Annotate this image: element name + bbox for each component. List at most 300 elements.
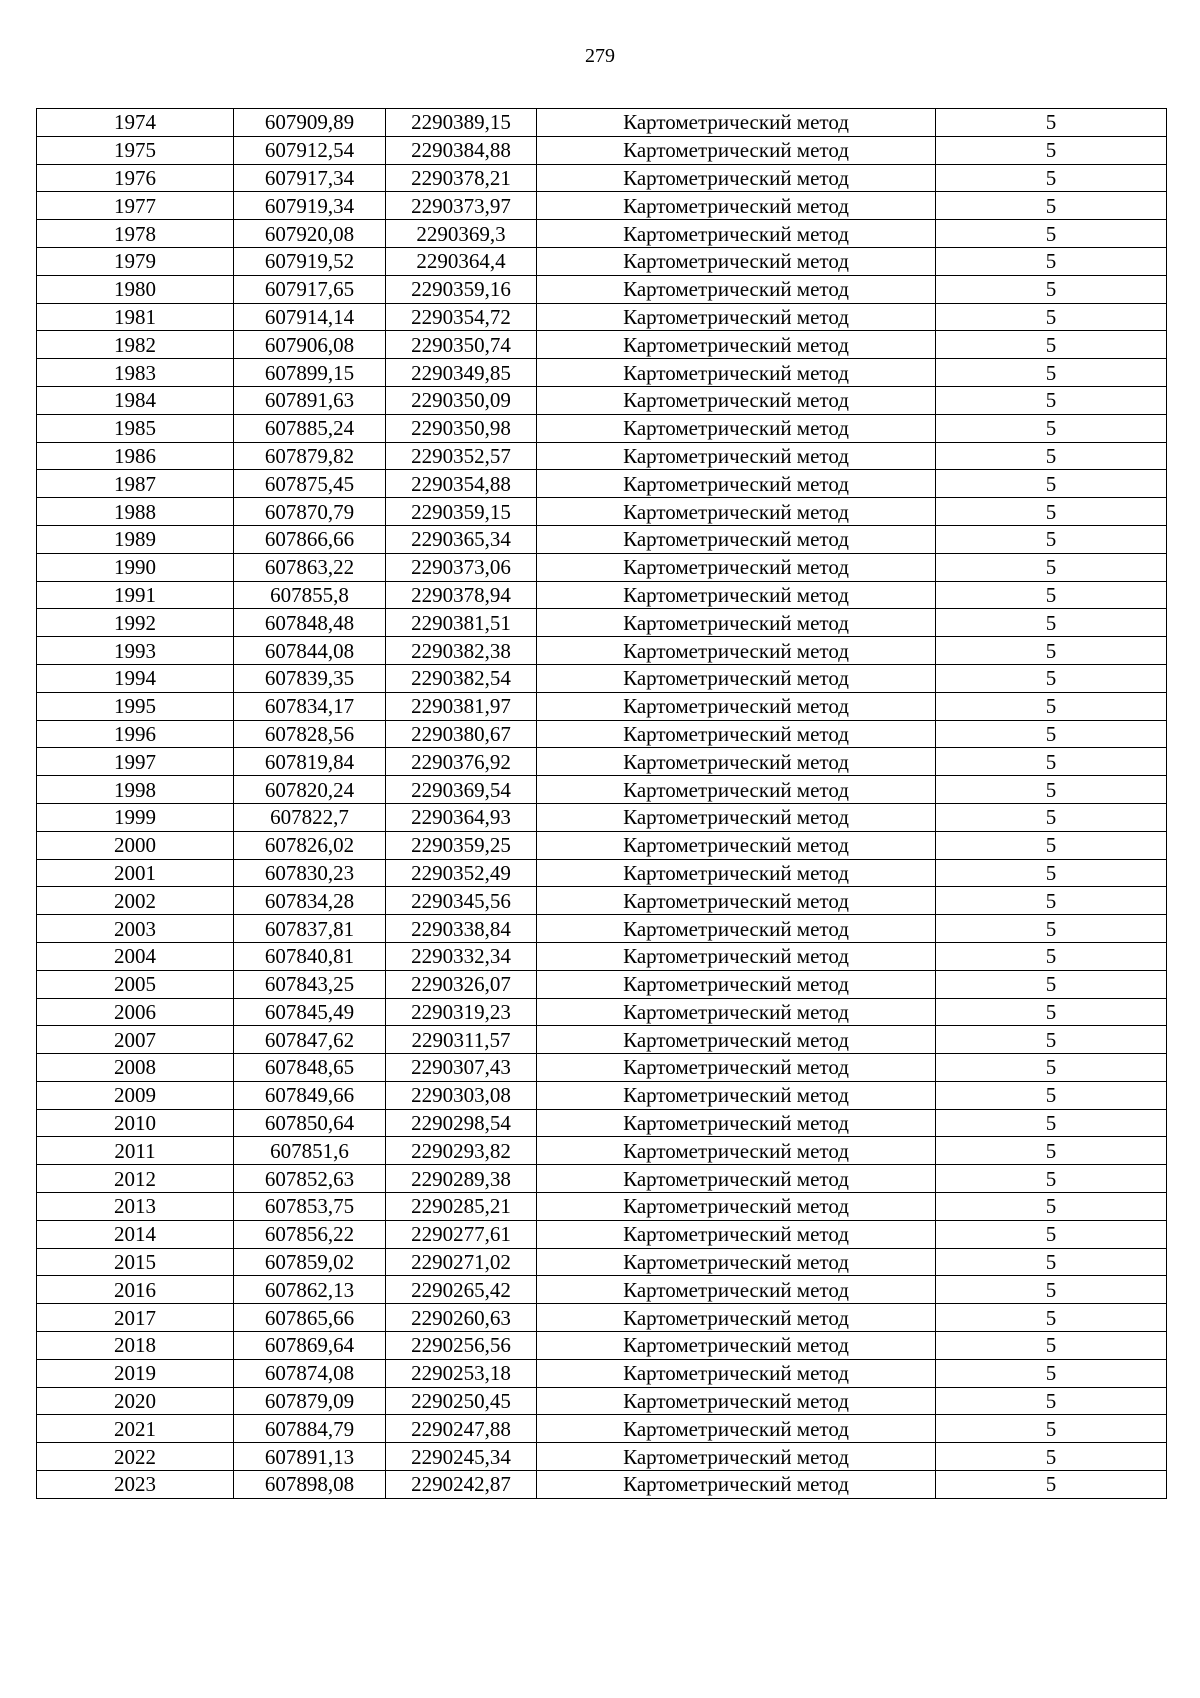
x-coordinate-cell: 607828,56 xyxy=(234,720,386,748)
method-cell: Картометрический метод xyxy=(537,803,936,831)
y-coordinate-cell: 2290369,3 xyxy=(386,220,537,248)
method-cell: Картометрический метод xyxy=(537,1165,936,1193)
x-coordinate-cell: 607914,14 xyxy=(234,303,386,331)
method-cell: Картометрический метод xyxy=(537,1026,936,1054)
x-coordinate-cell: 607885,24 xyxy=(234,414,386,442)
method-cell: Картометрический метод xyxy=(537,637,936,665)
table-row xyxy=(37,1276,1167,1304)
point-number-cell: 2009 xyxy=(37,1081,234,1109)
y-coordinate-cell: 2290381,97 xyxy=(386,692,537,720)
table-row xyxy=(37,1471,1167,1499)
table-row xyxy=(37,859,1167,887)
y-coordinate-cell: 2290277,61 xyxy=(386,1220,537,1248)
point-number-cell: 1996 xyxy=(37,720,234,748)
point-number-cell: 1983 xyxy=(37,359,234,387)
x-coordinate-cell: 607843,25 xyxy=(234,970,386,998)
x-coordinate-cell: 607840,81 xyxy=(234,942,386,970)
table-row xyxy=(37,359,1167,387)
point-number-cell: 2011 xyxy=(37,1137,234,1165)
x-coordinate-cell: 607909,89 xyxy=(234,109,386,137)
method-cell: Картометрический метод xyxy=(537,553,936,581)
table-row xyxy=(37,776,1167,804)
point-number-cell: 2015 xyxy=(37,1248,234,1276)
x-coordinate-cell: 607899,15 xyxy=(234,359,386,387)
table-row xyxy=(37,164,1167,192)
accuracy-cell: 5 xyxy=(936,1248,1167,1276)
point-number-cell: 1992 xyxy=(37,609,234,637)
coordinates-table-body xyxy=(37,109,1167,1499)
accuracy-cell: 5 xyxy=(936,220,1167,248)
point-number-cell: 2012 xyxy=(37,1165,234,1193)
point-number-cell: 1988 xyxy=(37,498,234,526)
point-number-cell: 2022 xyxy=(37,1443,234,1471)
table-row xyxy=(37,1304,1167,1332)
table-row xyxy=(37,692,1167,720)
point-number-cell: 1985 xyxy=(37,414,234,442)
point-number-cell: 2020 xyxy=(37,1387,234,1415)
point-number-cell: 2023 xyxy=(37,1471,234,1499)
accuracy-cell: 5 xyxy=(936,748,1167,776)
method-cell: Картометрический метод xyxy=(537,1332,936,1360)
y-coordinate-cell: 2290307,43 xyxy=(386,1054,537,1082)
x-coordinate-cell: 607866,66 xyxy=(234,525,386,553)
point-number-cell: 2008 xyxy=(37,1054,234,1082)
point-number-cell: 1990 xyxy=(37,553,234,581)
x-coordinate-cell: 607837,81 xyxy=(234,915,386,943)
table-row xyxy=(37,192,1167,220)
table-row xyxy=(37,220,1167,248)
accuracy-cell: 5 xyxy=(936,1054,1167,1082)
method-cell: Картометрический метод xyxy=(537,1109,936,1137)
point-number-cell: 1975 xyxy=(37,136,234,164)
point-number-cell: 2018 xyxy=(37,1332,234,1360)
accuracy-cell: 5 xyxy=(936,414,1167,442)
method-cell: Картометрический метод xyxy=(537,498,936,526)
y-coordinate-cell: 2290359,16 xyxy=(386,275,537,303)
table-row xyxy=(37,887,1167,915)
accuracy-cell: 5 xyxy=(936,1387,1167,1415)
x-coordinate-cell: 607822,7 xyxy=(234,803,386,831)
x-coordinate-cell: 607919,52 xyxy=(234,247,386,275)
point-number-cell: 2003 xyxy=(37,915,234,943)
table-row xyxy=(37,109,1167,137)
accuracy-cell: 5 xyxy=(936,776,1167,804)
y-coordinate-cell: 2290256,56 xyxy=(386,1332,537,1360)
y-coordinate-cell: 2290303,08 xyxy=(386,1081,537,1109)
table-row xyxy=(37,442,1167,470)
accuracy-cell: 5 xyxy=(936,442,1167,470)
y-coordinate-cell: 2290350,74 xyxy=(386,331,537,359)
y-coordinate-cell: 2290380,67 xyxy=(386,720,537,748)
x-coordinate-cell: 607870,79 xyxy=(234,498,386,526)
y-coordinate-cell: 2290364,4 xyxy=(386,247,537,275)
method-cell: Картометрический метод xyxy=(537,1304,936,1332)
x-coordinate-cell: 607848,48 xyxy=(234,609,386,637)
y-coordinate-cell: 2290345,56 xyxy=(386,887,537,915)
method-cell: Картометрический метод xyxy=(537,776,936,804)
y-coordinate-cell: 2290359,15 xyxy=(386,498,537,526)
x-coordinate-cell: 607906,08 xyxy=(234,331,386,359)
y-coordinate-cell: 2290349,85 xyxy=(386,359,537,387)
accuracy-cell: 5 xyxy=(936,887,1167,915)
table-row xyxy=(37,498,1167,526)
table-row xyxy=(37,386,1167,414)
x-coordinate-cell: 607874,08 xyxy=(234,1359,386,1387)
table-row xyxy=(37,748,1167,776)
table-row xyxy=(37,803,1167,831)
method-cell: Картометрический метод xyxy=(537,414,936,442)
y-coordinate-cell: 2290311,57 xyxy=(386,1026,537,1054)
x-coordinate-cell: 607920,08 xyxy=(234,220,386,248)
method-cell: Картометрический метод xyxy=(537,748,936,776)
y-coordinate-cell: 2290271,02 xyxy=(386,1248,537,1276)
method-cell: Картометрический метод xyxy=(537,915,936,943)
y-coordinate-cell: 2290242,87 xyxy=(386,1471,537,1499)
table-row xyxy=(37,470,1167,498)
coordinates-table xyxy=(36,108,1167,1499)
point-number-cell: 1993 xyxy=(37,637,234,665)
y-coordinate-cell: 2290365,34 xyxy=(386,525,537,553)
accuracy-cell: 5 xyxy=(936,970,1167,998)
method-cell: Картометрический метод xyxy=(537,1387,936,1415)
method-cell: Картометрический метод xyxy=(537,1137,936,1165)
table-row xyxy=(37,1026,1167,1054)
table-row xyxy=(37,1193,1167,1221)
x-coordinate-cell: 607845,49 xyxy=(234,998,386,1026)
x-coordinate-cell: 607834,17 xyxy=(234,692,386,720)
table-row xyxy=(37,581,1167,609)
y-coordinate-cell: 2290352,57 xyxy=(386,442,537,470)
method-cell: Картометрический метод xyxy=(537,109,936,137)
table-row xyxy=(37,525,1167,553)
point-number-cell: 1999 xyxy=(37,803,234,831)
x-coordinate-cell: 607850,64 xyxy=(234,1109,386,1137)
accuracy-cell: 5 xyxy=(936,1220,1167,1248)
y-coordinate-cell: 2290338,84 xyxy=(386,915,537,943)
y-coordinate-cell: 2290382,38 xyxy=(386,637,537,665)
x-coordinate-cell: 607865,66 xyxy=(234,1304,386,1332)
y-coordinate-cell: 2290369,54 xyxy=(386,776,537,804)
point-number-cell: 2002 xyxy=(37,887,234,915)
accuracy-cell: 5 xyxy=(936,720,1167,748)
point-number-cell: 1989 xyxy=(37,525,234,553)
table-row xyxy=(37,1054,1167,1082)
method-cell: Картометрический метод xyxy=(537,887,936,915)
accuracy-cell: 5 xyxy=(936,275,1167,303)
table-row xyxy=(37,414,1167,442)
accuracy-cell: 5 xyxy=(936,1193,1167,1221)
accuracy-cell: 5 xyxy=(936,1471,1167,1499)
point-number-cell: 1994 xyxy=(37,664,234,692)
method-cell: Картометрический метод xyxy=(537,442,936,470)
point-number-cell: 1978 xyxy=(37,220,234,248)
y-coordinate-cell: 2290359,25 xyxy=(386,831,537,859)
accuracy-cell: 5 xyxy=(936,1415,1167,1443)
method-cell: Картометрический метод xyxy=(537,275,936,303)
y-coordinate-cell: 2290378,21 xyxy=(386,164,537,192)
accuracy-cell: 5 xyxy=(936,359,1167,387)
x-coordinate-cell: 607852,63 xyxy=(234,1165,386,1193)
x-coordinate-cell: 607912,54 xyxy=(234,136,386,164)
x-coordinate-cell: 607875,45 xyxy=(234,470,386,498)
method-cell: Картометрический метод xyxy=(537,859,936,887)
x-coordinate-cell: 607848,65 xyxy=(234,1054,386,1082)
method-cell: Картометрический метод xyxy=(537,303,936,331)
accuracy-cell: 5 xyxy=(936,692,1167,720)
accuracy-cell: 5 xyxy=(936,247,1167,275)
accuracy-cell: 5 xyxy=(936,470,1167,498)
method-cell: Картометрический метод xyxy=(537,386,936,414)
accuracy-cell: 5 xyxy=(936,1276,1167,1304)
table-row xyxy=(37,247,1167,275)
x-coordinate-cell: 607847,62 xyxy=(234,1026,386,1054)
x-coordinate-cell: 607898,08 xyxy=(234,1471,386,1499)
x-coordinate-cell: 607826,02 xyxy=(234,831,386,859)
point-number-cell: 1995 xyxy=(37,692,234,720)
y-coordinate-cell: 2290260,63 xyxy=(386,1304,537,1332)
method-cell: Картометрический метод xyxy=(537,220,936,248)
x-coordinate-cell: 607863,22 xyxy=(234,553,386,581)
accuracy-cell: 5 xyxy=(936,192,1167,220)
method-cell: Картометрический метод xyxy=(537,581,936,609)
accuracy-cell: 5 xyxy=(936,1109,1167,1137)
page-number: 279 xyxy=(585,45,615,67)
accuracy-cell: 5 xyxy=(936,136,1167,164)
table-row xyxy=(37,664,1167,692)
accuracy-cell: 5 xyxy=(936,1304,1167,1332)
y-coordinate-cell: 2290350,09 xyxy=(386,386,537,414)
method-cell: Картометрический метод xyxy=(537,1276,936,1304)
x-coordinate-cell: 607917,65 xyxy=(234,275,386,303)
point-number-cell: 2004 xyxy=(37,942,234,970)
x-coordinate-cell: 607853,75 xyxy=(234,1193,386,1221)
point-number-cell: 2007 xyxy=(37,1026,234,1054)
y-coordinate-cell: 2290364,93 xyxy=(386,803,537,831)
table-row xyxy=(37,1165,1167,1193)
accuracy-cell: 5 xyxy=(936,942,1167,970)
table-row xyxy=(37,1443,1167,1471)
x-coordinate-cell: 607869,64 xyxy=(234,1332,386,1360)
x-coordinate-cell: 607820,24 xyxy=(234,776,386,804)
method-cell: Картометрический метод xyxy=(537,970,936,998)
y-coordinate-cell: 2290389,15 xyxy=(386,109,537,137)
y-coordinate-cell: 2290289,38 xyxy=(386,1165,537,1193)
method-cell: Картометрический метод xyxy=(537,692,936,720)
point-number-cell: 1977 xyxy=(37,192,234,220)
table-row xyxy=(37,1248,1167,1276)
y-coordinate-cell: 2290381,51 xyxy=(386,609,537,637)
accuracy-cell: 5 xyxy=(936,109,1167,137)
table-row xyxy=(37,1359,1167,1387)
point-number-cell: 2005 xyxy=(37,970,234,998)
y-coordinate-cell: 2290354,88 xyxy=(386,470,537,498)
table-row xyxy=(37,970,1167,998)
x-coordinate-cell: 607884,79 xyxy=(234,1415,386,1443)
y-coordinate-cell: 2290378,94 xyxy=(386,581,537,609)
table-row xyxy=(37,331,1167,359)
table-row xyxy=(37,136,1167,164)
table-row xyxy=(37,1387,1167,1415)
point-number-cell: 2001 xyxy=(37,859,234,887)
y-coordinate-cell: 2290352,49 xyxy=(386,859,537,887)
method-cell: Картометрический метод xyxy=(537,609,936,637)
point-number-cell: 1997 xyxy=(37,748,234,776)
table-row xyxy=(37,553,1167,581)
x-coordinate-cell: 607917,34 xyxy=(234,164,386,192)
method-cell: Картометрический метод xyxy=(537,1359,936,1387)
point-number-cell: 1987 xyxy=(37,470,234,498)
point-number-cell: 2017 xyxy=(37,1304,234,1332)
point-number-cell: 2019 xyxy=(37,1359,234,1387)
point-number-cell: 1984 xyxy=(37,386,234,414)
table-row xyxy=(37,609,1167,637)
accuracy-cell: 5 xyxy=(936,859,1167,887)
y-coordinate-cell: 2290250,45 xyxy=(386,1387,537,1415)
y-coordinate-cell: 2290265,42 xyxy=(386,1276,537,1304)
method-cell: Картометрический метод xyxy=(537,831,936,859)
table-row xyxy=(37,831,1167,859)
table-row xyxy=(37,275,1167,303)
accuracy-cell: 5 xyxy=(936,1081,1167,1109)
accuracy-cell: 5 xyxy=(936,386,1167,414)
point-number-cell: 2000 xyxy=(37,831,234,859)
y-coordinate-cell: 2290354,72 xyxy=(386,303,537,331)
method-cell: Картометрический метод xyxy=(537,470,936,498)
y-coordinate-cell: 2290373,97 xyxy=(386,192,537,220)
y-coordinate-cell: 2290326,07 xyxy=(386,970,537,998)
point-number-cell: 2021 xyxy=(37,1415,234,1443)
table-row xyxy=(37,720,1167,748)
accuracy-cell: 5 xyxy=(936,164,1167,192)
accuracy-cell: 5 xyxy=(936,609,1167,637)
table-row xyxy=(37,1137,1167,1165)
y-coordinate-cell: 2290350,98 xyxy=(386,414,537,442)
accuracy-cell: 5 xyxy=(936,331,1167,359)
accuracy-cell: 5 xyxy=(936,498,1167,526)
method-cell: Картометрический метод xyxy=(537,1193,936,1221)
accuracy-cell: 5 xyxy=(936,1443,1167,1471)
accuracy-cell: 5 xyxy=(936,1165,1167,1193)
method-cell: Картометрический метод xyxy=(537,664,936,692)
table-row xyxy=(37,1081,1167,1109)
method-cell: Картометрический метод xyxy=(537,998,936,1026)
point-number-cell: 1991 xyxy=(37,581,234,609)
point-number-cell: 1974 xyxy=(37,109,234,137)
accuracy-cell: 5 xyxy=(936,803,1167,831)
accuracy-cell: 5 xyxy=(936,637,1167,665)
x-coordinate-cell: 607856,22 xyxy=(234,1220,386,1248)
point-number-cell: 2014 xyxy=(37,1220,234,1248)
point-number-cell: 2016 xyxy=(37,1276,234,1304)
accuracy-cell: 5 xyxy=(936,1332,1167,1360)
y-coordinate-cell: 2290245,34 xyxy=(386,1443,537,1471)
x-coordinate-cell: 607919,34 xyxy=(234,192,386,220)
method-cell: Картометрический метод xyxy=(537,1220,936,1248)
method-cell: Картометрический метод xyxy=(537,525,936,553)
point-number-cell: 1979 xyxy=(37,247,234,275)
method-cell: Картометрический метод xyxy=(537,1248,936,1276)
y-coordinate-cell: 2290373,06 xyxy=(386,553,537,581)
point-number-cell: 2013 xyxy=(37,1193,234,1221)
x-coordinate-cell: 607879,09 xyxy=(234,1387,386,1415)
x-coordinate-cell: 607859,02 xyxy=(234,1248,386,1276)
point-number-cell: 1982 xyxy=(37,331,234,359)
x-coordinate-cell: 607834,28 xyxy=(234,887,386,915)
y-coordinate-cell: 2290293,82 xyxy=(386,1137,537,1165)
method-cell: Картометрический метод xyxy=(537,1081,936,1109)
table-row xyxy=(37,1332,1167,1360)
x-coordinate-cell: 607844,08 xyxy=(234,637,386,665)
x-coordinate-cell: 607839,35 xyxy=(234,664,386,692)
table-row xyxy=(37,303,1167,331)
x-coordinate-cell: 607862,13 xyxy=(234,1276,386,1304)
method-cell: Картометрический метод xyxy=(537,1471,936,1499)
table-row xyxy=(37,915,1167,943)
method-cell: Картометрический метод xyxy=(537,359,936,387)
accuracy-cell: 5 xyxy=(936,525,1167,553)
method-cell: Картометрический метод xyxy=(537,247,936,275)
accuracy-cell: 5 xyxy=(936,664,1167,692)
point-number-cell: 2010 xyxy=(37,1109,234,1137)
y-coordinate-cell: 2290253,18 xyxy=(386,1359,537,1387)
point-number-cell: 1980 xyxy=(37,275,234,303)
point-number-cell: 1998 xyxy=(37,776,234,804)
point-number-cell: 1981 xyxy=(37,303,234,331)
accuracy-cell: 5 xyxy=(936,1026,1167,1054)
y-coordinate-cell: 2290298,54 xyxy=(386,1109,537,1137)
method-cell: Картометрический метод xyxy=(537,1415,936,1443)
x-coordinate-cell: 607855,8 xyxy=(234,581,386,609)
table-row xyxy=(37,1415,1167,1443)
x-coordinate-cell: 607851,6 xyxy=(234,1137,386,1165)
method-cell: Картометрический метод xyxy=(537,720,936,748)
table-row xyxy=(37,1220,1167,1248)
accuracy-cell: 5 xyxy=(936,1137,1167,1165)
x-coordinate-cell: 607891,63 xyxy=(234,386,386,414)
accuracy-cell: 5 xyxy=(936,831,1167,859)
y-coordinate-cell: 2290376,92 xyxy=(386,748,537,776)
method-cell: Картометрический метод xyxy=(537,1443,936,1471)
y-coordinate-cell: 2290332,34 xyxy=(386,942,537,970)
x-coordinate-cell: 607879,82 xyxy=(234,442,386,470)
x-coordinate-cell: 607891,13 xyxy=(234,1443,386,1471)
y-coordinate-cell: 2290382,54 xyxy=(386,664,537,692)
accuracy-cell: 5 xyxy=(936,1359,1167,1387)
x-coordinate-cell: 607819,84 xyxy=(234,748,386,776)
x-coordinate-cell: 607830,23 xyxy=(234,859,386,887)
table-row xyxy=(37,637,1167,665)
accuracy-cell: 5 xyxy=(936,998,1167,1026)
point-number-cell: 2006 xyxy=(37,998,234,1026)
method-cell: Картометрический метод xyxy=(537,1054,936,1082)
table-row xyxy=(37,1109,1167,1137)
y-coordinate-cell: 2290247,88 xyxy=(386,1415,537,1443)
method-cell: Картометрический метод xyxy=(537,136,936,164)
accuracy-cell: 5 xyxy=(936,581,1167,609)
accuracy-cell: 5 xyxy=(936,303,1167,331)
y-coordinate-cell: 2290384,88 xyxy=(386,136,537,164)
table-row xyxy=(37,998,1167,1026)
y-coordinate-cell: 2290319,23 xyxy=(386,998,537,1026)
method-cell: Картометрический метод xyxy=(537,164,936,192)
method-cell: Картометрический метод xyxy=(537,331,936,359)
point-number-cell: 1976 xyxy=(37,164,234,192)
table-row xyxy=(37,942,1167,970)
x-coordinate-cell: 607849,66 xyxy=(234,1081,386,1109)
accuracy-cell: 5 xyxy=(936,553,1167,581)
method-cell: Картометрический метод xyxy=(537,192,936,220)
method-cell: Картометрический метод xyxy=(537,942,936,970)
